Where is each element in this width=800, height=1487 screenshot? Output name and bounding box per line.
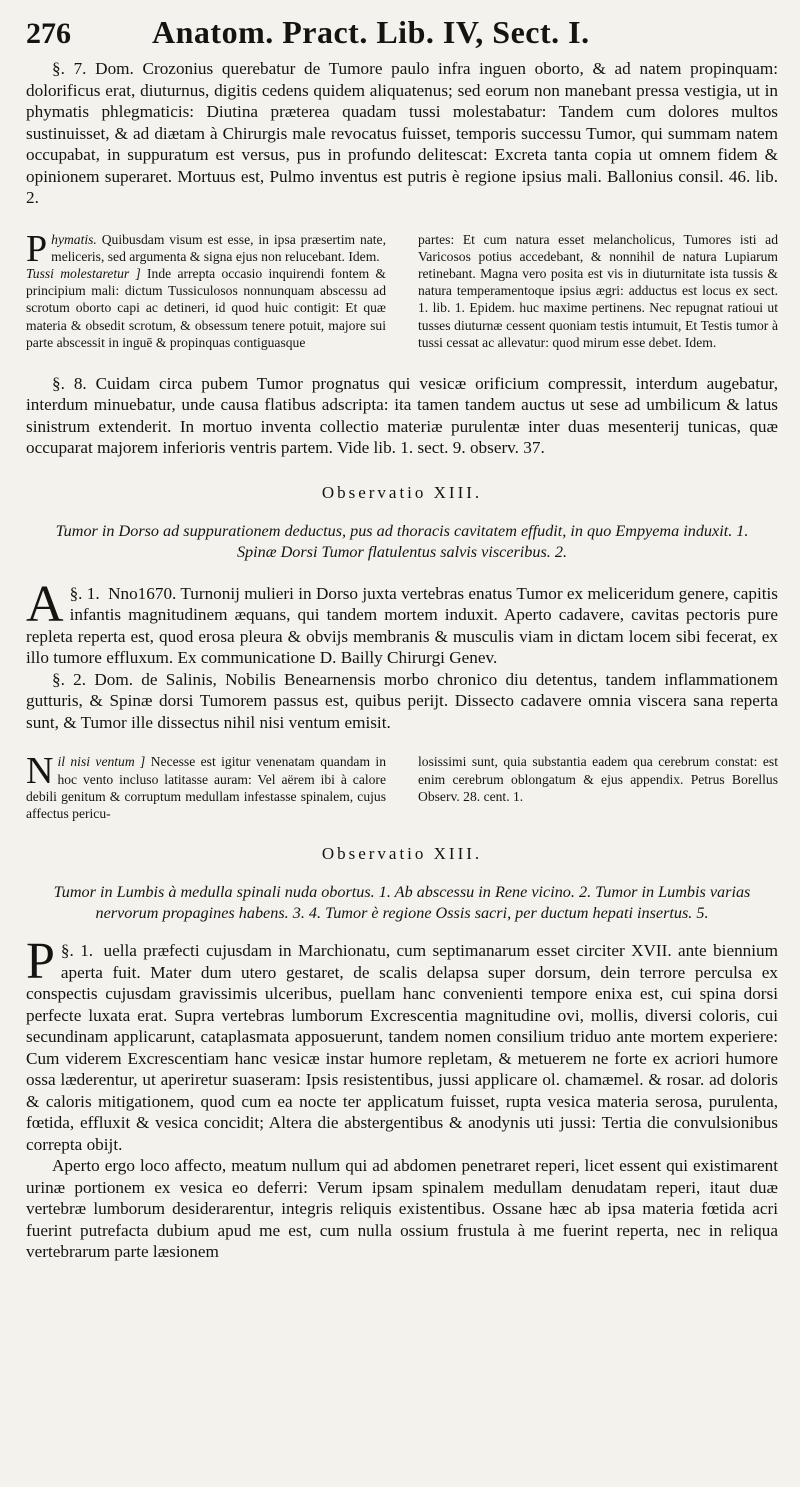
- commentary-left-column: [26, 227, 386, 351]
- commentary-notes-1: [26, 227, 778, 351]
- section-7-text: §. 7. Dom. Crozonius querebatur de Tumore paulo infra inguen oborto, & ad natem propinquam: dolorificus erat, diuturnus, digitis cedens quidem aliquatenus; sed eorum non manebant pressa vestigia, ut in phymatis phlegmaticis: Diutina præterea quadam tussi molestabatur: Tandem cum dolores multos sustinuisset, & ad diætam à Chirurgis male revocatus fuisset, temporis successu Tumor, qui summam natem occupabat, in suppuratum est versus, pus in profundo delitescat: Excreta tanta copia ut omnem fidem & opinionem superaret. Mortuus est, Pulmo inventus est putris è regione ipsius mali. Ballonius consil. 46. lib. 2.: [26, 59, 778, 207]
- commentary-left-column: [26, 750, 386, 822]
- running-title: Anatom. Pract. Lib. IV, Sect. I.: [152, 14, 590, 50]
- dropcap-initial: P: [26, 933, 55, 991]
- obs1-section-2: §. 2. Dom. de Salinis, Nobilis Benearnensis morbo chronico diu detentus, tandem inflammationem gutturis, & Spinæ dorsi Tumorem passus est, quibus perijt. Dissecto cadavere omnia viscera sana reperta sunt, & Tumor ille dissectus nihil nisi ventum emisit.: [26, 669, 778, 732]
- obs2-section-1-continued: Aperto ergo loco affecto, meatum nullum qui ad abdomen penetraret reperi, licet essent qui existimarent urinæ portionem ex vesica eo deferri: Verum ipsam spinalem medullam denudatam reperi, itaut duæ vertebræ lumborum desiderarentur, integris reliquis existentibus. Ossane hæc ab ipsa materia fœtida acri fuerint putrefacta dubium apud me est, cum nulla ossium frustula à me fuerint reperta, nec in reliqua vertebrarum parte læsionem: [26, 1156, 778, 1262]
- section-8-text: §. 8. Cuidam circa pubem Tumor prognatus qui vesicæ orificium compressit, interdum augebatur, interdum minuebatur, unde causa flatibus adscripta: ita tamen tandem auctus ut sese ad umbilicum & latus sinistrum extenderit. In mortuo inventa collectio materiæ purulentæ inter duas mesenterij tunicas, quæ occuparat majorem inferioris ventris partem. Vide lib. 1. sect. 9. observ. 37.: [26, 373, 778, 458]
- section-mark: §. 1.: [69, 583, 100, 603]
- observation-title: Observatio XIII.: [321, 482, 483, 502]
- obs2-section-1: [26, 933, 778, 1155]
- observation-summary: Tumor in Lumbis à medulla spinali nuda obortus. 1. Ab abscessu in Rene vicino. 2. Tumor in Lumbis varias nervorum propagines habens. 3. 4. Tumor è regione Ossis sacri, per ductum hepati insertus. 5.: [53, 883, 751, 923]
- commentary-right-column: [418, 231, 778, 351]
- obs1-section-1: [26, 575, 778, 669]
- note-text: partes: Et cum natura esset melancholicus, Tumores isti ad Varicosos potius accedebant, & nonnihil de natura Lupiarum retinebant. Magna vero posita est vis in diuturnitate ista tussis & natura temperamentoque ipsius ægri: adductus est locus ex sect. 1. lib. 1. Epidem. huc maxime pertinens. Nec repugnat ratioui ut tusses diuturnæ cessent quoniam testis intumuit, Et Testis tumor à tussi cessat ac allevatur: quod mirum esse debet. Idem.: [418, 231, 778, 350]
- observation-title: Observatio XIII.: [321, 844, 483, 864]
- note-nil-nisi: [26, 750, 386, 822]
- note-lemma: hymatis.: [51, 231, 97, 247]
- note-tussi: [26, 265, 386, 351]
- note-phymatis: [26, 227, 386, 270]
- page-header: [26, 14, 778, 54]
- note-text: losissimi sunt, quia substantia eadem qua cerebrum constat: est enim cerebrum oblongatum & ejus appendix. Petrus Borellus Observ. 28. cent. 1.: [418, 754, 778, 804]
- dropcap-initial: A: [26, 575, 64, 633]
- note-lemma: il nisi ventum ]: [57, 754, 146, 770]
- note-text: Quibusdam visum est esse, in ipsa præsertim nate, meliceris, sed argumenta & signa ejus non relucebant. Idem.: [51, 231, 386, 264]
- note-text: Inde arrepta occasio inquirendi fontem & principium mali: dictum Tussiculosos nonnunquam abscessu ad scrotum oborto capi ac detineri, id quod huic contigit: Et quæ materia & obsedit scrotum, & obsessum tenere potuit, majore sui parte abscessit in inguē & propinquas contiguasque: [26, 265, 386, 350]
- section-text: uella præfecti cujusdam in Marchionatu, cum septimanarum esset circiter XVII. ante biennium aperta fuit. Mater dum utero gestaret, de scalis delapsa super dorsum, dein terrore perculsa ex conspectis cujusdam gravissimis ulceribus, puellam hanc convenienti tempore enixa est, cui spina dorsi perfecte luxata erat. Supra vertebras lumborum Excrescentia magnitudine ovi, mollis, diversi coloris, cui secundinam applicarunt, cataplasmata apposuerunt, tandem nomen consilium triduo ante mortem experiere: Cum viderem Excrescentiam hanc vesicæ instar humore repletam, & metuerem ne forte ex acriori humore ossa læderentur, ut aperiretur suaseram: Ipsis resistentibus, jussi applicare ol. chamæmel. & rosar. ad doloris & caloris mitigationem, quod cum ea nocte ter applicatum fuisset, rupta vesica materia serosa, purulenta, fœtida, effluxit & vesica concidit; Altera die abstergentibus & anodynis uti jussi: Tertia die convulsionibus correpta obijt.: [26, 941, 778, 1154]
- section-mark: §. 1.: [60, 941, 94, 961]
- section-text: Nno1670. Turnonij mulieri in Dorso juxta vertebras enatus Tumor ex meliceridum genere, capitis infantis magnitudinem æquans, qui tandem mortem induxit. Aperto cadavere, cavitas pectoris pure repleta reperta est, quod erosa pleura & obvijs membranis & musculis viam in dictam locem sibi fecerat, ex illo tumore effluxum. Ex communicatione D. Bailly Chirurgi Genev.: [26, 583, 778, 668]
- note-lemma: Tussi molestaretur ]: [26, 265, 141, 281]
- commentary-right-column: [418, 753, 778, 822]
- dropcap-initial: N: [26, 750, 54, 793]
- page-number: 276: [26, 17, 71, 50]
- note-text: Necesse est igitur venenatam quandam in hoc vento incluso latitasse auram: Vel aërem ibi à calore debili genitum & corruptum medullam infestasse spinalem, cujus affectus pericu-: [26, 754, 386, 822]
- observation-summary: Tumor in Dorso ad suppurationem deductus, pus ad thoracis cavitatem effudit, in quo Empyema induxit. 1. Spinæ Dorsi Tumor flatulentus salvis visceribus. 2.: [55, 521, 749, 561]
- dropcap-initial: P: [26, 227, 48, 270]
- commentary-notes-2: [26, 750, 778, 822]
